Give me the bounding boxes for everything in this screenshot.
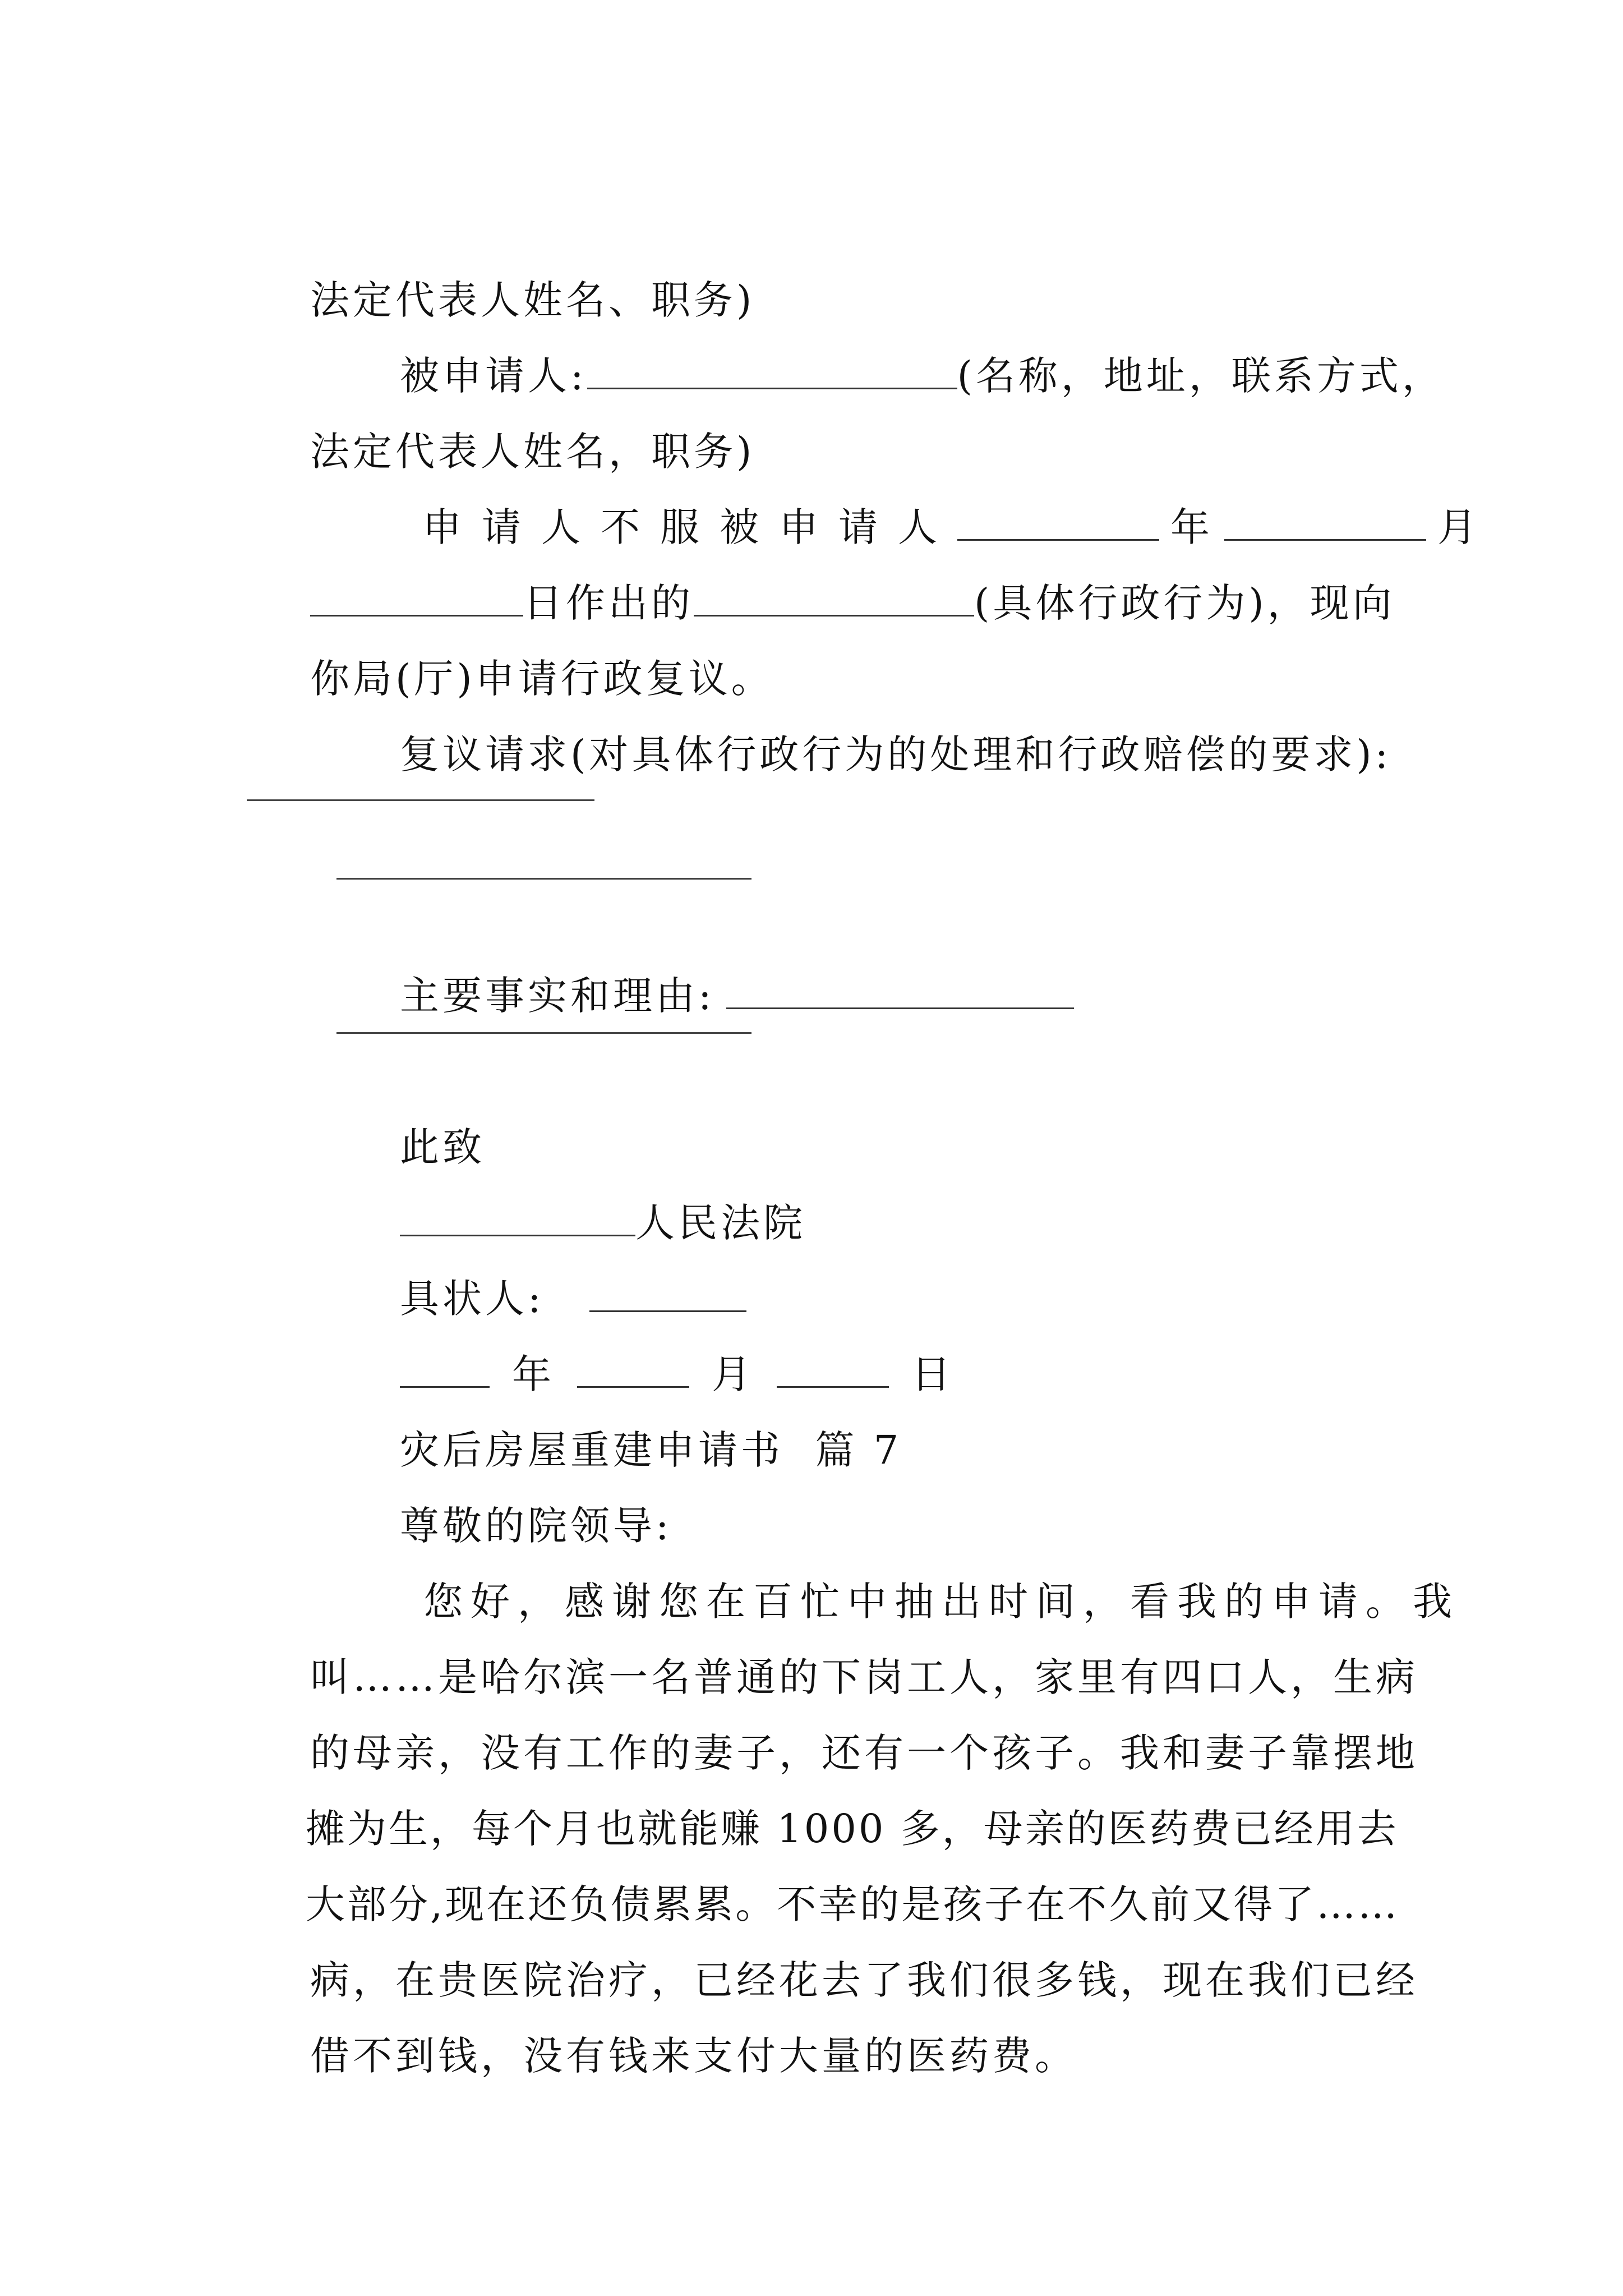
paragraph-line-1: 您好，感谢您在百忙中抽出时间，看我的申请。我 — [423, 1579, 1460, 1625]
court-label: 人民法院 — [635, 1200, 806, 1246]
facts-reasons-label: 主要事实和理由: — [400, 973, 715, 1019]
paragraph-line-2: 叫……是哈尔滨一名普通的下岗工人，家里有四口人，生病 — [310, 1654, 1419, 1700]
legal-rep-text: 法定代表人姓名、职务) — [310, 277, 755, 323]
date-month-label: 月 — [712, 1351, 755, 1397]
review-request-label: 复议请求(对具体行政行为的处理和行政赔偿的要求): — [400, 731, 1392, 777]
section-heading: 灾后房屋重建申请书 篇 7 — [400, 1427, 902, 1473]
greeting: 尊敬的院领导: — [400, 1503, 672, 1549]
respondent-note: (名称，地址，联系方式， — [957, 353, 1445, 399]
month-label: 月 — [1437, 504, 1481, 550]
year-label: 年 — [1170, 504, 1214, 550]
review-request-blank-1 — [247, 799, 594, 801]
review-request-blank-2 — [336, 878, 751, 880]
action-note: (具体行政行为)，现向 — [974, 580, 1395, 626]
salutation-to: 此致 — [400, 1124, 486, 1170]
paragraph-line-5: 大部分,现在还负债累累。不幸的是孩子在不久前又得了…… — [306, 1881, 1400, 1927]
legal-rep-text-2: 法定代表人姓名，职务) — [310, 429, 755, 475]
date-day-label: 日 — [911, 1351, 955, 1397]
facts-reasons-blank — [726, 974, 1074, 1009]
facts-reasons-blank-2 — [336, 1032, 751, 1034]
applicant-statement: 申请人不服被申请人 — [422, 504, 958, 550]
paragraph-line — [247, 1972, 1077, 2140]
paragraph-line-6: 病，在贵医院治疗，已经花去了我们很多钱，现在我们已经 — [310, 1957, 1419, 2003]
text-line — [336, 670, 1391, 839]
apply-review-text: 你局(厅)申请行政复议。 — [310, 656, 774, 702]
paragraph-line-3: 的母亲，没有工作的妻子，还有一个孩子。我和妻子靠摆地 — [310, 1730, 1419, 1776]
paragraph-line-4: 摊为生，每个月也就能赚 1000 多，母亲的医药费已经用去 — [306, 1806, 1399, 1852]
text-line — [336, 912, 1074, 1080]
plaintiff-label: 具状人: — [400, 1276, 545, 1322]
paragraph-line-7: 借不到钱，没有钱来支付大量的医药费。 — [310, 2033, 1078, 2079]
respondent-label: 被申请人: — [400, 353, 587, 399]
date-year-label: 年 — [512, 1351, 555, 1397]
made-text: 日作出的 — [523, 580, 694, 626]
